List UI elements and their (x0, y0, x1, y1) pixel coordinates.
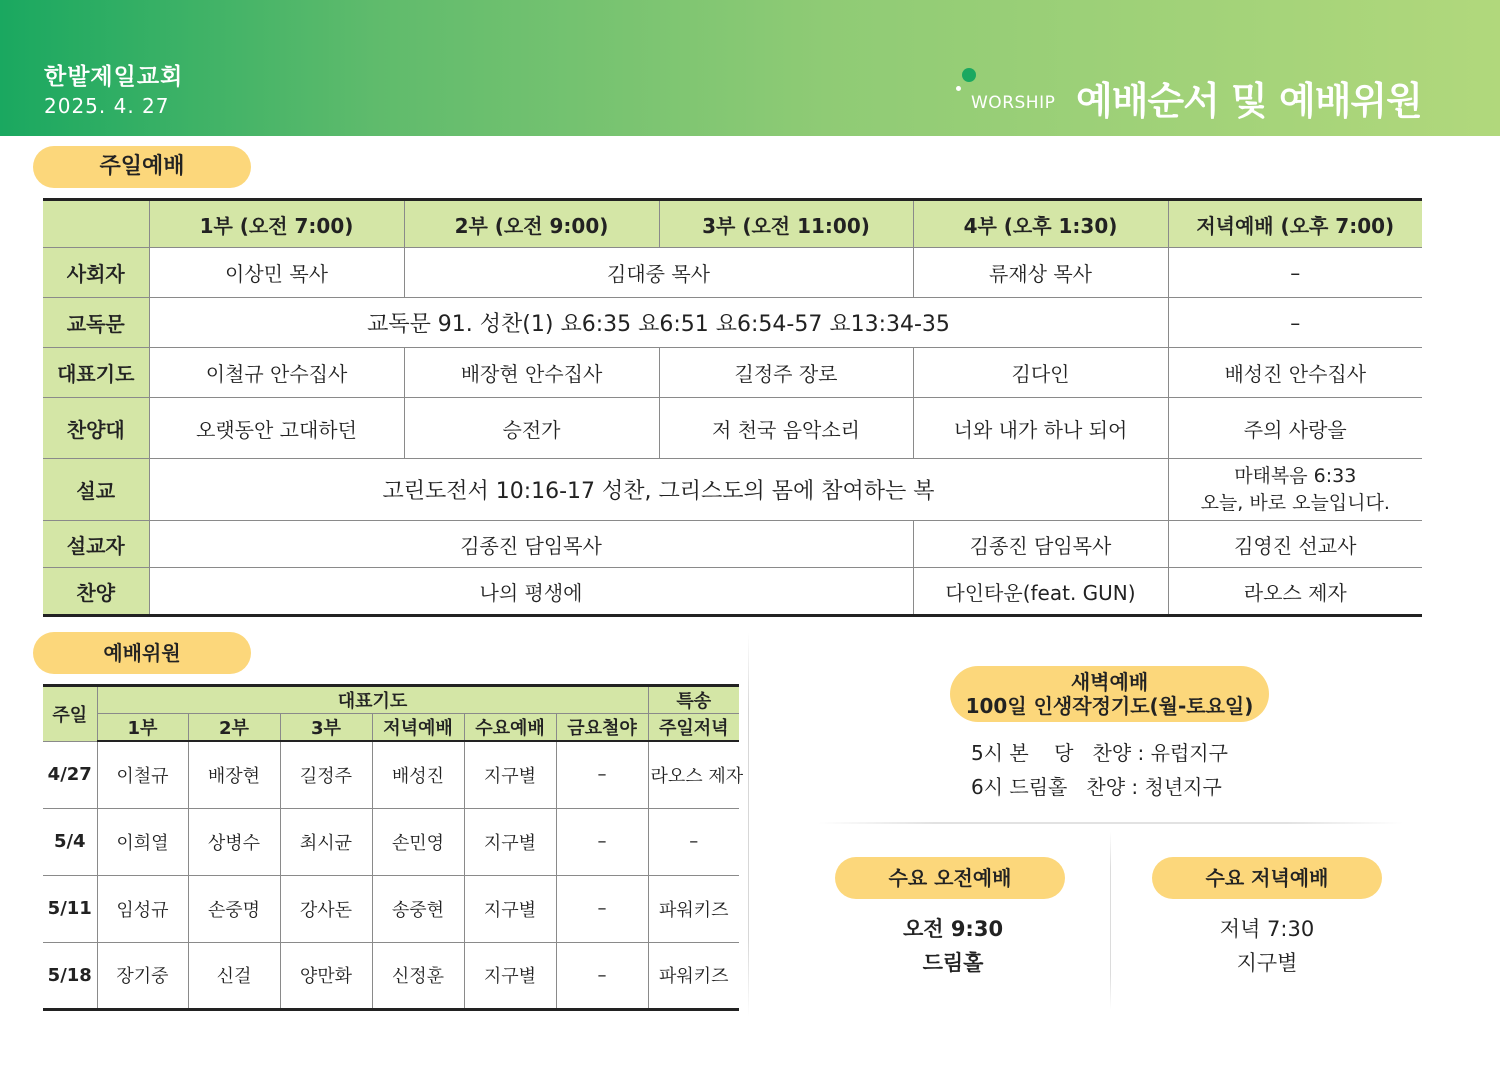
row-header-prayer: 대표기도 (43, 348, 149, 398)
staff-header-row-1 (43, 686, 739, 714)
table-row-litany (43, 298, 1422, 348)
table-row-leader (43, 248, 1422, 298)
staff-cell: 파워키즈 (648, 942, 739, 1009)
staff-cell: 배성진 (372, 741, 464, 808)
row-header-choir: 찬양대 (43, 398, 149, 459)
cell-prayer-s1: 이철규 안수집사 (149, 348, 404, 398)
staff-date: 5/18 (43, 942, 97, 1009)
col-header-service-2: 2부 (오전 9:00) (404, 200, 659, 248)
section-title: 예배순서 및 예배위원 (1076, 79, 1422, 123)
wednesday-morning-details (838, 912, 1068, 980)
table-header-row (43, 200, 1422, 248)
cell-sermon-s1to4: 고린도전서 10:16-17 성찬, 그리스도의 몸에 참여하는 복 (149, 459, 1168, 521)
table-row-sermon (43, 459, 1422, 521)
sunday-order-table (43, 198, 1422, 617)
staff-cell: 최시균 (280, 808, 372, 875)
row-header-leader: 사회자 (43, 248, 149, 298)
staff-cell: 신걸 (188, 942, 280, 1009)
staff-cell: 배장현 (188, 741, 280, 808)
wednesday-evening-time: 저녁 7:30 (1219, 917, 1315, 941)
cell-leader-s1: 이상민 목사 (149, 248, 404, 298)
staff-cell: 임성규 (97, 875, 188, 942)
dawn-line-6am: 6시 드림홀 찬양 : 청년지구 (971, 775, 1222, 799)
cell-prayer-s4: 김다인 (913, 348, 1168, 398)
cell-praise-evening: 라오스 제자 (1168, 568, 1422, 616)
staff-date: 5/11 (43, 875, 97, 942)
staff-cell: 상병수 (188, 808, 280, 875)
staff-cell: 지구별 (464, 942, 556, 1009)
wednesday-morning-time: 오전 9:30 (902, 917, 1004, 941)
worship-staff-table (43, 684, 744, 1011)
table-row-prayer (43, 348, 1422, 398)
staff-cell: 파워키즈 (648, 875, 739, 942)
cell-choir-s1: 오랫동안 고대하던 (149, 398, 404, 459)
table-row (43, 741, 739, 808)
horizontal-divider (818, 822, 1403, 824)
wednesday-divider (1110, 832, 1111, 1010)
col-header-service-1: 1부 (오전 7:00) (149, 200, 404, 248)
staff-cell: – (556, 875, 648, 942)
cell-preacher-s4: 김종진 담임목사 (913, 521, 1168, 568)
staff-cell: – (556, 808, 648, 875)
dawn-worship-title: 새벽예배 (1070, 670, 1149, 694)
staff-cell: – (648, 808, 739, 875)
wednesday-evening-details (1152, 912, 1382, 980)
cell-choir-s2: 승전가 (404, 398, 659, 459)
staff-col-wednesday: 수요예배 (464, 714, 556, 742)
sermon-evening-title: 오늘, 바로 오늘입니다. (1200, 491, 1390, 514)
cell-litany-s1to4: 교독문 91. 성찬(1) 요6:35 요6:51 요6:54-57 요13:34-35 (149, 298, 1168, 348)
dawn-worship-subtitle: 100일 인생작정기도(월-토요일) (965, 694, 1254, 718)
table-row-choir (43, 398, 1422, 459)
staff-date: 5/4 (43, 808, 97, 875)
cell-prayer-evening: 배성진 안수집사 (1168, 348, 1422, 398)
staff-col-sunday-evening: 주일저녁 (648, 714, 739, 742)
table-row-praise (43, 568, 1422, 616)
cell-prayer-s3: 길정주 장로 (659, 348, 913, 398)
staff-col-1: 1부 (97, 714, 188, 742)
staff-header-special-group: 특송 (648, 686, 739, 714)
table-row-preacher (43, 521, 1422, 568)
cell-preacher-s1to3: 김종진 담임목사 (149, 521, 913, 568)
staff-col-3: 3부 (280, 714, 372, 742)
section-label-en: WORSHIP (971, 93, 1056, 113)
table-row (43, 875, 739, 942)
staff-cell: 지구별 (464, 875, 556, 942)
staff-cell: 지구별 (464, 808, 556, 875)
staff-cell: 장기중 (97, 942, 188, 1009)
dot-logo-icon (956, 68, 976, 96)
staff-cell: 송중현 (372, 875, 464, 942)
staff-header-sunday: 주일 (43, 686, 97, 742)
cell-choir-s3: 저 천국 음악소리 (659, 398, 913, 459)
row-header-praise: 찬양 (43, 568, 149, 616)
staff-cell: 라오스 제자 (648, 741, 739, 808)
dawn-worship-details (971, 736, 1228, 804)
staff-cell: 손민영 (372, 808, 464, 875)
cell-leader-s4: 류재상 목사 (913, 248, 1168, 298)
wednesday-evening-place: 지구별 (1236, 951, 1298, 975)
row-header-litany: 교독문 (43, 298, 149, 348)
row-header-sermon: 설교 (43, 459, 149, 521)
cell-praise-s4: 다인타운(feat. GUN) (913, 568, 1168, 616)
staff-cell: 지구별 (464, 741, 556, 808)
bulletin-date: 2025. 4. 27 (44, 94, 170, 118)
wednesday-morning-label: 수요 오전예배 (835, 857, 1065, 899)
dawn-line-5am: 5시 본 당 찬양 : 유럽지구 (971, 741, 1228, 765)
dawn-worship-label (950, 666, 1269, 722)
staff-cell: 이철규 (97, 741, 188, 808)
table-row (43, 942, 739, 1009)
staff-cell: 이희열 (97, 808, 188, 875)
cell-choir-evening: 주의 사랑을 (1168, 398, 1422, 459)
col-header-service-4: 4부 (오후 1:30) (913, 200, 1168, 248)
cell-sermon-evening (1168, 459, 1422, 521)
staff-cell: – (556, 942, 648, 1009)
staff-cell: 길정주 (280, 741, 372, 808)
table-row (43, 808, 739, 875)
wednesday-morning-place: 드림홀 (922, 951, 984, 975)
cell-preacher-evening: 김영진 선교사 (1168, 521, 1422, 568)
cell-leader-s23: 김대중 목사 (404, 248, 913, 298)
header-banner (0, 0, 1500, 136)
church-name: 한밭제일교회 (44, 64, 184, 90)
staff-cell: 강사돈 (280, 875, 372, 942)
staff-col-evening: 저녁예배 (372, 714, 464, 742)
cell-leader-evening: – (1168, 248, 1422, 298)
wednesday-evening-label: 수요 저녁예배 (1152, 857, 1382, 899)
cell-litany-evening: – (1168, 298, 1422, 348)
staff-date: 4/27 (43, 741, 97, 808)
sermon-evening-scripture: 마태복음 6:33 (1234, 464, 1357, 487)
staff-header-row-2 (43, 714, 739, 742)
staff-col-2: 2부 (188, 714, 280, 742)
section-divider (748, 632, 749, 1017)
staff-col-friday: 금요철야 (556, 714, 648, 742)
staff-cell: 양만화 (280, 942, 372, 1009)
staff-cell: – (556, 741, 648, 808)
col-header-evening: 저녁예배 (오후 7:00) (1168, 200, 1422, 248)
cell-choir-s4: 너와 내가 하나 되어 (913, 398, 1168, 459)
staff-header-prayer-group: 대표기도 (97, 686, 648, 714)
staff-cell: 신정훈 (372, 942, 464, 1009)
cell-prayer-s2: 배장현 안수집사 (404, 348, 659, 398)
cell-praise-s1to3: 나의 평생에 (149, 568, 913, 616)
col-header-service-3: 3부 (오전 11:00) (659, 200, 913, 248)
row-header-preacher: 설교자 (43, 521, 149, 568)
sunday-worship-label: 주일예배 (33, 146, 251, 188)
worship-staff-label: 예배위원 (33, 632, 251, 674)
corner-cell (43, 200, 149, 248)
staff-cell: 손중명 (188, 875, 280, 942)
